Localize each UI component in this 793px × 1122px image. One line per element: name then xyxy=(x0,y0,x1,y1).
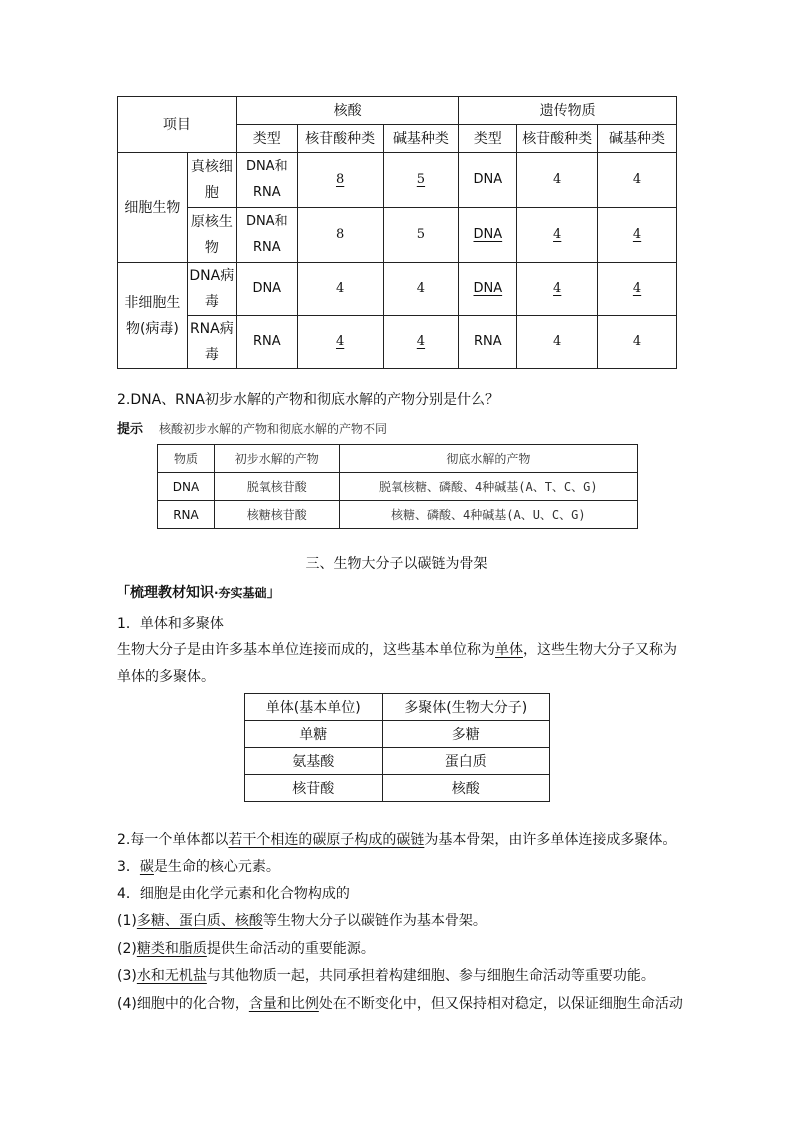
col-header: 碱基种类 xyxy=(383,125,459,153)
cell-g-base: 4 xyxy=(632,227,642,242)
cell-type: RNA xyxy=(236,316,297,369)
table-row xyxy=(158,473,638,501)
point-4-line-2 xyxy=(117,939,375,959)
cell-g-type: DNA xyxy=(459,153,517,208)
row-group: 非细胞生物(病毒) xyxy=(118,263,188,369)
point-1-text xyxy=(117,640,677,660)
cell-g-type: DNA xyxy=(473,227,503,242)
cell-base: 5 xyxy=(416,172,426,187)
cell-g-base: 4 xyxy=(632,281,642,296)
text-span: 为基本骨架，由许多单体连接成多聚体。 xyxy=(424,832,677,848)
point-4-line-3 xyxy=(117,966,655,986)
bracket-main: 梳理教材知识 xyxy=(130,585,214,601)
underline-answer: 单体 xyxy=(495,642,523,658)
col-header: 类型 xyxy=(459,125,517,153)
cell: 氨基酸 xyxy=(245,748,383,775)
cell: 核酸 xyxy=(382,775,549,802)
point-2-text xyxy=(117,830,676,850)
underline-answer: 多糖、蛋白质、核酸 xyxy=(136,913,263,929)
cell-g-nuc: 4 xyxy=(553,281,562,296)
col-header: 彻底水解的产物 xyxy=(339,445,637,473)
col-header: 物质 xyxy=(158,445,215,473)
cell: 多糖 xyxy=(382,721,549,748)
text-span: ，这些生物大分子又称为 xyxy=(523,642,677,658)
table-row xyxy=(245,748,550,775)
cell: 脱氧核糖、磷酸、4种碱基(A、T、C、G) xyxy=(339,473,637,501)
cell: DNA xyxy=(158,473,215,501)
row-sub: 原核生物 xyxy=(187,208,236,263)
col-header: 碱基种类 xyxy=(598,125,677,153)
cell-g-base: 4 xyxy=(598,316,677,369)
cell-type: DNA和RNA xyxy=(236,153,297,208)
text-span: 生物大分子是由许多基本单位连接而成的，这些基本单位称为 xyxy=(117,642,495,658)
table-row xyxy=(118,263,677,316)
header-item: 项目 xyxy=(118,97,237,153)
section-title: 三、生物大分子以碳链为骨架 xyxy=(305,556,488,572)
col-header: 初步水解的产物 xyxy=(214,445,339,473)
bracket-sub: ·夯实基础 xyxy=(214,586,267,600)
monomer-polymer-table xyxy=(244,693,550,802)
point-4-line-4 xyxy=(117,994,683,1014)
point-1-text-cont: 单体的多聚体。 xyxy=(117,669,215,685)
cell-base: 5 xyxy=(383,208,459,263)
col-header: 多聚体(生物大分子) xyxy=(382,694,549,721)
cell-base: 4 xyxy=(416,334,426,349)
cell: 核糖核苷酸 xyxy=(214,501,339,529)
text-span: 3． xyxy=(117,859,140,875)
section-bracket-label: 「梳理教材知识·夯实基础」 xyxy=(116,585,281,601)
point-3-text xyxy=(117,857,280,877)
cell-g-nuc: 4 xyxy=(517,316,598,369)
cell-g-nuc: 4 xyxy=(553,227,562,242)
nucleic-acid-table xyxy=(117,96,677,369)
col-header: 核苷酸种类 xyxy=(517,125,598,153)
table-row xyxy=(245,721,550,748)
text-span: 是生命的核心元素。 xyxy=(153,859,280,875)
text-span: 提供生命活动的重要能源。 xyxy=(206,941,375,957)
underline-answer: 碳 xyxy=(139,859,154,875)
cell-nuc: 4 xyxy=(297,263,383,316)
cell: 核糖、磷酸、4种碱基(A、U、C、G) xyxy=(339,501,637,529)
text-span: 等生物大分子以碳链作为基本骨架。 xyxy=(262,913,487,929)
text-span: (1) xyxy=(117,913,137,929)
text-span: (2) xyxy=(117,941,137,957)
table-row xyxy=(118,316,677,369)
text-span: (4)细胞中的化合物， xyxy=(117,996,249,1012)
cell-type: DNA xyxy=(236,263,297,316)
table-row xyxy=(158,445,638,473)
hint-text: 核酸初步水解的产物和彻底水解的产物不同 xyxy=(159,422,388,436)
col-header: 核苷酸种类 xyxy=(297,125,383,153)
cell-g-nuc: 4 xyxy=(517,153,598,208)
underline-answer: 水和无机盐 xyxy=(136,968,207,984)
cell: 蛋白质 xyxy=(382,748,549,775)
col-header: 类型 xyxy=(236,125,297,153)
cell-g-base: 4 xyxy=(598,153,677,208)
point-4-heading: 4．细胞是由化学元素和化合物构成的 xyxy=(117,886,350,902)
underline-answer: 糖类和脂质 xyxy=(136,941,207,957)
cell-nuc: 8 xyxy=(297,208,383,263)
row-sub: DNA病毒 xyxy=(187,263,236,316)
hint-label: 提示 xyxy=(117,422,144,437)
table-row xyxy=(118,208,677,263)
cell-g-type: DNA xyxy=(473,281,503,296)
point-4-line-1 xyxy=(117,911,487,931)
text-span: 处在不断变化中，但又保持相对稳定，以保证细胞生命活动 xyxy=(318,996,683,1012)
header-nucleic-acid: 核酸 xyxy=(236,97,459,125)
hint xyxy=(117,418,387,437)
point-1-heading: 1．单体和多聚体 xyxy=(117,616,224,632)
cell-nuc: 4 xyxy=(335,334,345,349)
row-sub: RNA病毒 xyxy=(187,316,236,369)
table-row xyxy=(245,694,550,721)
question-2: 2.DNA、RNA初步水解的产物和彻底水解的产物分别是什么？ xyxy=(117,392,499,408)
underline-answer: 若干个相连的碳原子构成的碳链 xyxy=(228,832,425,848)
cell: RNA xyxy=(158,501,215,529)
cell: 核苷酸 xyxy=(245,775,383,802)
row-sub: 真核细胞 xyxy=(187,153,236,208)
table-row xyxy=(118,153,677,208)
header-genetic-material: 遗传物质 xyxy=(459,97,677,125)
text-span: (3) xyxy=(117,968,137,984)
cell: 脱氧核苷酸 xyxy=(214,473,339,501)
text-span: 2.每一个单体都以 xyxy=(117,832,229,848)
underline-answer: 含量和比例 xyxy=(248,996,319,1012)
cell-base: 4 xyxy=(383,263,459,316)
hydrolysis-table xyxy=(157,444,638,529)
text-span: 与其他物质一起，共同承担着构建细胞、参与细胞生命活动等重要功能。 xyxy=(206,968,655,984)
cell: 单糖 xyxy=(245,721,383,748)
cell-nuc: 8 xyxy=(335,172,345,187)
table-row xyxy=(245,775,550,802)
row-group: 细胞生物 xyxy=(118,153,188,263)
cell-g-type: RNA xyxy=(459,316,517,369)
table-row xyxy=(158,501,638,529)
col-header: 单体(基本单位) xyxy=(245,694,383,721)
cell-type: DNA和RNA xyxy=(236,208,297,263)
